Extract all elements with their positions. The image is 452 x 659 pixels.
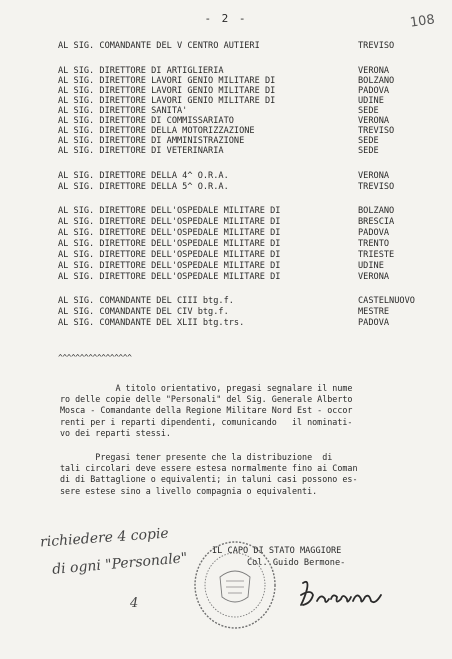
signature-name: Col. Guido Bermone- bbox=[247, 558, 346, 568]
paragraph-line: vo dei reparti stessi. bbox=[60, 427, 171, 438]
addressee-city: TREVISO bbox=[358, 126, 395, 136]
addressee-text: AL SIG. DIRETTORE SANITA' bbox=[58, 106, 188, 116]
addressee-city: VERONA bbox=[358, 66, 390, 76]
addressee-text: AL SIG. COMANDANTE DEL V CENTRO AUTIERI bbox=[58, 41, 260, 51]
signature-title: IL CAPO DI STATO MAGGIORE bbox=[212, 546, 342, 556]
separator-line: ^^^^^^^^^^^^^^^^^ bbox=[58, 353, 132, 362]
addressee-text: AL SIG. DIRETTORE DELL'OSPEDALE MILITARE DI bbox=[58, 250, 281, 260]
addressee-city: VERONA bbox=[358, 116, 390, 126]
addressee-text: AL SIG. DIRETTORE DELLA 5^ O.R.A. bbox=[58, 182, 229, 192]
paragraph-line: A titolo orientativo, pregasi segnalare il nume bbox=[60, 383, 353, 393]
handwritten-mark: 4 bbox=[130, 596, 139, 611]
addressee-city: PADOVA bbox=[358, 86, 390, 96]
addressee-city: UDINE bbox=[358, 261, 384, 271]
addressee-text: AL SIG. COMANDANTE DEL CIV btg.f. bbox=[58, 307, 229, 317]
addressee-city: BOLZANO bbox=[358, 76, 395, 86]
addressee-city: SEDE bbox=[358, 106, 379, 116]
addressee-text: AL SIG. DIRETTORE LAVORI GENIO MILITARE DI bbox=[58, 76, 276, 86]
handwritten-signature bbox=[295, 575, 385, 615]
addressee-city: UDINE bbox=[358, 96, 384, 106]
addressee-city: TRENTO bbox=[358, 239, 390, 249]
addressee-text: AL SIG. DIRETTORE DI VETERINARIA bbox=[58, 146, 224, 156]
addressee-text: AL SIG. DIRETTORE DELL'OSPEDALE MILITARE DI bbox=[58, 261, 281, 271]
paragraph-line: Pregasi tener presente che la distribuzione di bbox=[60, 452, 333, 462]
addressee-city: PADOVA bbox=[358, 318, 390, 328]
official-stamp-seal bbox=[190, 537, 280, 632]
addressee-city: BOLZANO bbox=[358, 206, 395, 216]
addressee-city: VERONA bbox=[358, 272, 390, 282]
handwritten-note-line-1: richiedere 4 copie bbox=[39, 525, 170, 551]
paragraph-line: renti per i reparti dipendenti, comunicando il nominati- bbox=[60, 416, 353, 427]
addressee-city: VERONA bbox=[358, 171, 390, 181]
addressee-text: AL SIG. COMANDANTE DEL CIII btg.f. bbox=[58, 296, 234, 306]
addressee-text: AL SIG. COMANDANTE DEL XLII btg.trs. bbox=[58, 318, 245, 328]
addressee-city: TREVISO bbox=[358, 182, 395, 192]
addressee-city: PADOVA bbox=[358, 228, 390, 238]
addressee-text: AL SIG. DIRETTORE DELL'OSPEDALE MILITARE DI bbox=[58, 272, 281, 282]
addressee-text: AL SIG. DIRETTORE DI COMMISSARIATO bbox=[58, 116, 234, 126]
addressee-city: BRESCIA bbox=[358, 217, 395, 227]
paragraph-line: tali circolari deve essere estesa normalmente fino ai Coman bbox=[60, 463, 358, 474]
addressee-city: TRIESTE bbox=[358, 250, 395, 260]
paragraph-request bbox=[60, 383, 430, 439]
paragraph-line: Mosca - Comandante della Regione Militare Nord Est - occor bbox=[60, 405, 353, 416]
paragraph-line: ro delle copie delle "Personali" del Sig. Generale Alberto bbox=[60, 394, 353, 405]
addressee-text: AL SIG. DIRETTORE DELL'OSPEDALE MILITARE DI bbox=[58, 206, 281, 216]
paragraph-distribution bbox=[60, 452, 430, 497]
addressee-text: AL SIG. DIRETTORE DELLA MOTORIZZAZIONE bbox=[58, 126, 255, 136]
paragraph-line: di di Battaglione o equivalenti; in taluni casi possono es- bbox=[60, 474, 358, 485]
page-number: - 2 - bbox=[204, 12, 248, 25]
paragraph-line: sere estese sino a livello compagnia o equivalenti. bbox=[60, 485, 318, 496]
handwritten-note-line-2: di ogni "Personale" bbox=[51, 550, 189, 578]
addressee-text: AL SIG. DIRETTORE LAVORI GENIO MILITARE DI bbox=[58, 96, 276, 106]
addressee-text: AL SIG. DIRETTORE DI ARTIGLIERIA bbox=[58, 66, 224, 76]
addressee-city: SEDE bbox=[358, 136, 379, 146]
addressee-text: AL SIG. DIRETTORE DELL'OSPEDALE MILITARE DI bbox=[58, 217, 281, 227]
addressee-text: AL SIG. DIRETTORE DELLA 4^ O.R.A. bbox=[58, 171, 229, 181]
addressee-city: TREVISO bbox=[358, 41, 395, 51]
addressee-city: MESTRE bbox=[358, 307, 390, 317]
addressee-text: AL SIG. DIRETTORE DELL'OSPEDALE MILITARE DI bbox=[58, 239, 281, 249]
addressee-city: CASTELNUOVO bbox=[358, 296, 415, 306]
addressee-text: AL SIG. DIRETTORE LAVORI GENIO MILITARE DI bbox=[58, 86, 276, 96]
addressee-text: AL SIG. DIRETTORE DI AMMINISTRAZIONE bbox=[58, 136, 245, 146]
addressee-city: SEDE bbox=[358, 146, 379, 156]
folio-note: 108 bbox=[409, 12, 436, 31]
addressee-text: AL SIG. DIRETTORE DELL'OSPEDALE MILITARE DI bbox=[58, 228, 281, 238]
